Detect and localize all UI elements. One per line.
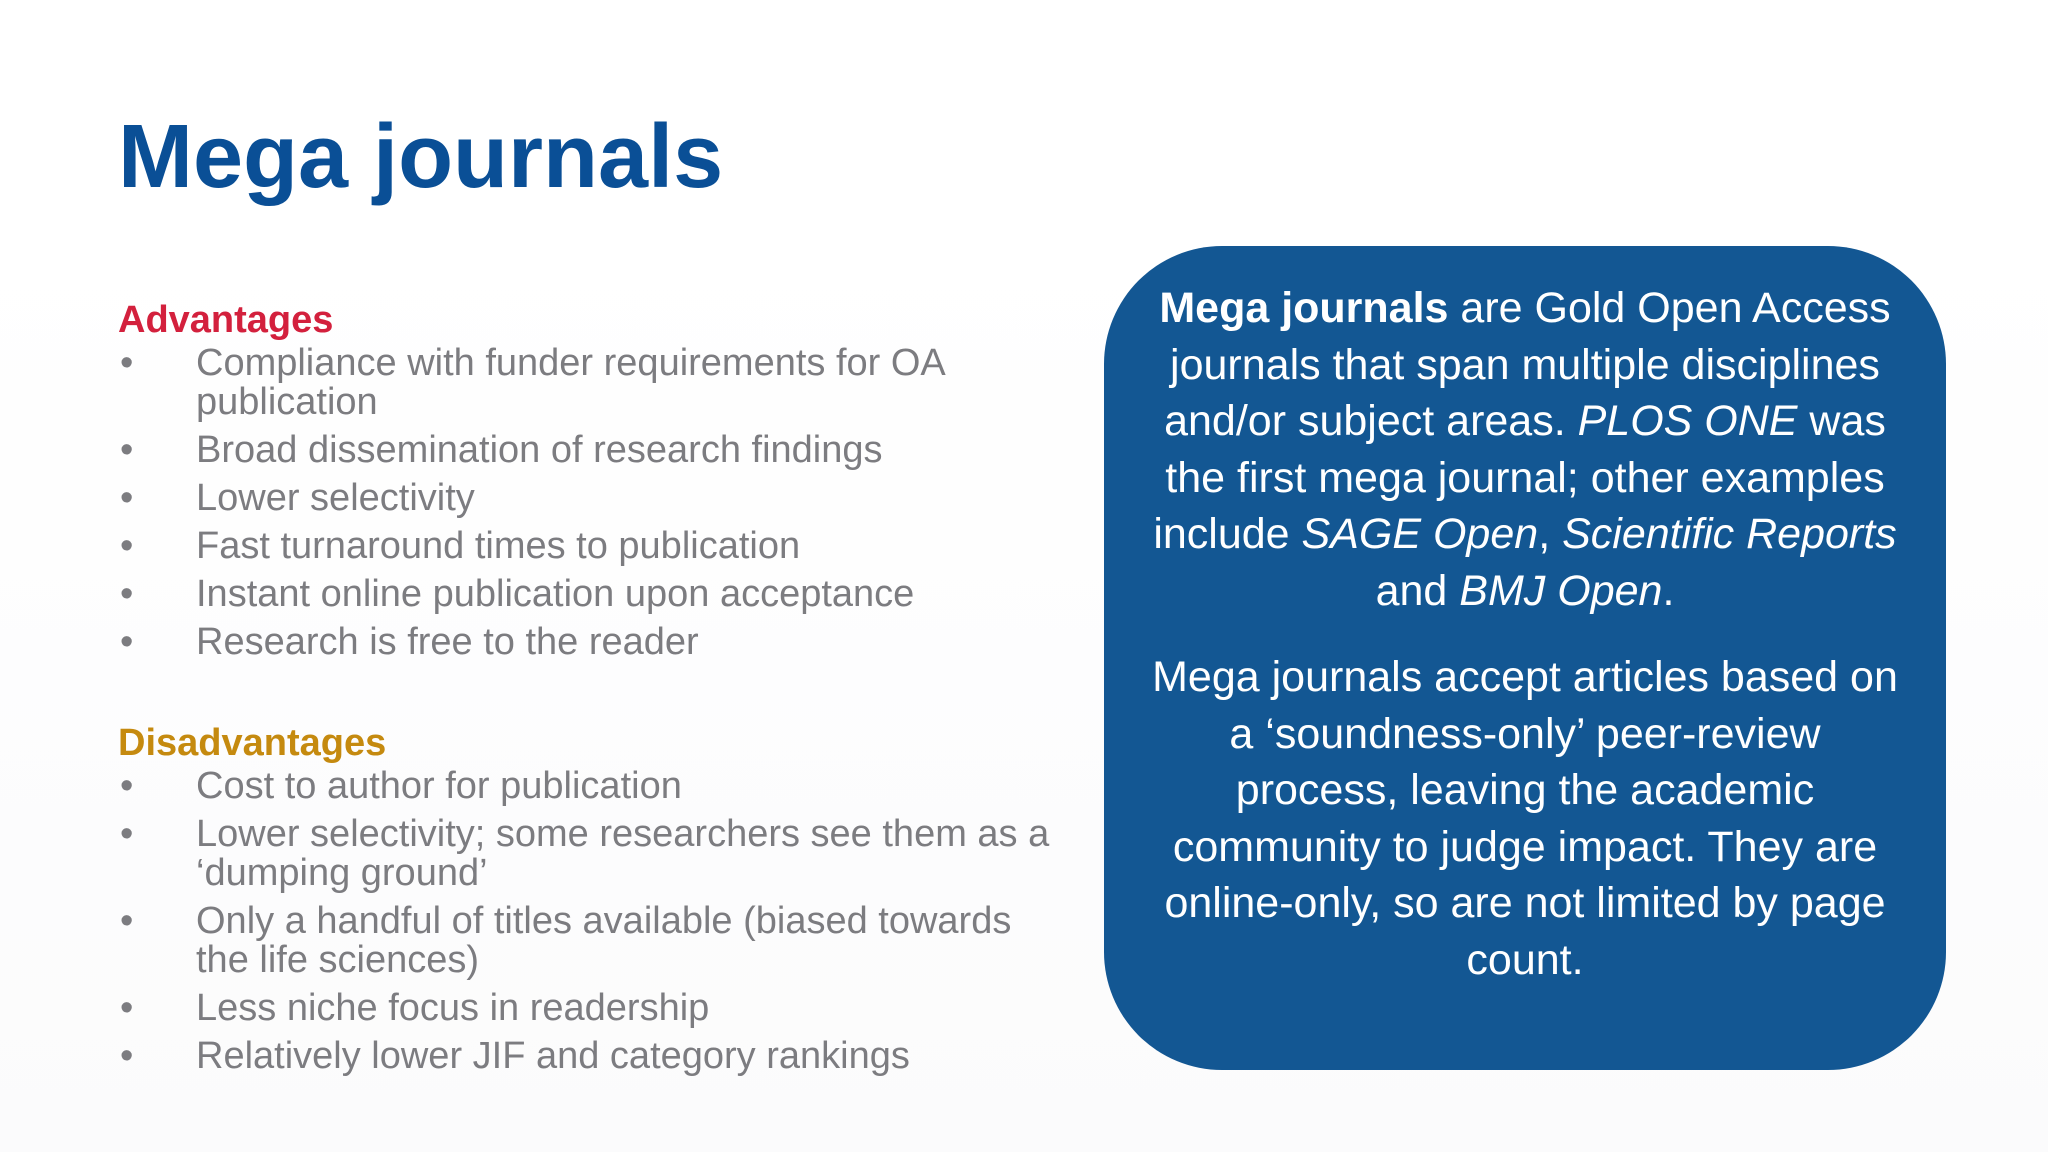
advantages-heading: Advantages: [118, 299, 334, 341]
definition-text: was the first mega journal; other examples include: [1153, 397, 1886, 558]
advantage-text: Research is free to the reader: [196, 620, 699, 663]
disadvantage-text: Cost to author for publication: [196, 764, 682, 807]
punctuation-text: .: [1662, 566, 1675, 615]
separator-text: ,: [1538, 510, 1563, 558]
slide-title: Mega journals: [118, 107, 724, 207]
bullet-icon: •: [120, 572, 134, 615]
disadvantage-item: [118, 986, 1058, 1029]
disadvantage-text: Only a handful of titles available (biased towards the life sciences): [196, 899, 1012, 981]
bullet-icon: •: [120, 764, 134, 807]
bullet-icon: •: [120, 899, 134, 942]
disadvantage-text: Less niche focus in readership: [196, 986, 710, 1029]
disadvantage-item: [118, 899, 1058, 981]
advantage-text: Fast turnaround times to publication: [196, 524, 801, 567]
section-spacer: [118, 671, 1058, 723]
peer-review-paragraph: Mega journals accept articles based on a ‘soundness-only’ peer-review process, leaving the academic community to judge impact. They are online-only, so are not limited by page count.: [1152, 653, 1898, 984]
definition-callout: [1104, 246, 1946, 1070]
disadvantage-text: Relatively lower JIF and category rankings: [196, 1034, 910, 1077]
example-journal: BMJ Open: [1459, 566, 1663, 615]
definition-term: Mega journals: [1159, 284, 1449, 332]
advantage-text: Lower selectivity: [196, 476, 475, 519]
example-journal: SAGE Open: [1301, 510, 1539, 558]
advantage-item: [118, 428, 1058, 471]
advantage-item: [118, 341, 1058, 423]
advantage-item: [118, 524, 1058, 567]
example-journal: Scientific Reports: [1562, 510, 1897, 558]
disadvantage-item: [118, 764, 1058, 807]
bullet-icon: •: [120, 428, 134, 471]
advantage-text: Compliance with funder requirements for OA publication: [196, 341, 944, 423]
disadvantages-list: [118, 764, 1058, 1077]
bullet-icon: •: [120, 1034, 134, 1077]
bullet-icon: •: [120, 986, 134, 1029]
separator-text: and: [1375, 566, 1460, 615]
disadvantage-item: [118, 1034, 1058, 1077]
advantage-text: Broad dissemination of research findings: [196, 428, 883, 471]
advantage-text: Instant online publication upon acceptance: [196, 572, 915, 615]
disadvantage-text: Lower selectivity; some researchers see them as a ‘dumping ground’: [196, 812, 1050, 894]
disadvantage-item: [118, 812, 1058, 894]
definition-paragraph: [1144, 280, 1906, 619]
example-journal: PLOS ONE: [1577, 397, 1798, 445]
pros-cons-column: [118, 300, 1058, 1085]
bullet-icon: •: [120, 620, 134, 663]
bullet-icon: •: [120, 476, 134, 519]
bullet-icon: •: [120, 341, 134, 384]
advantage-item: [118, 572, 1058, 615]
advantage-item: [118, 476, 1058, 519]
advantages-list: [118, 341, 1058, 663]
definition-text: are Gold Open Access journals that span multiple disciplines and/or subject areas.: [1164, 284, 1891, 445]
bullet-icon: •: [120, 524, 134, 567]
bullet-icon: •: [120, 812, 134, 855]
advantage-item: [118, 620, 1058, 663]
disadvantages-heading: Disadvantages: [118, 721, 387, 764]
